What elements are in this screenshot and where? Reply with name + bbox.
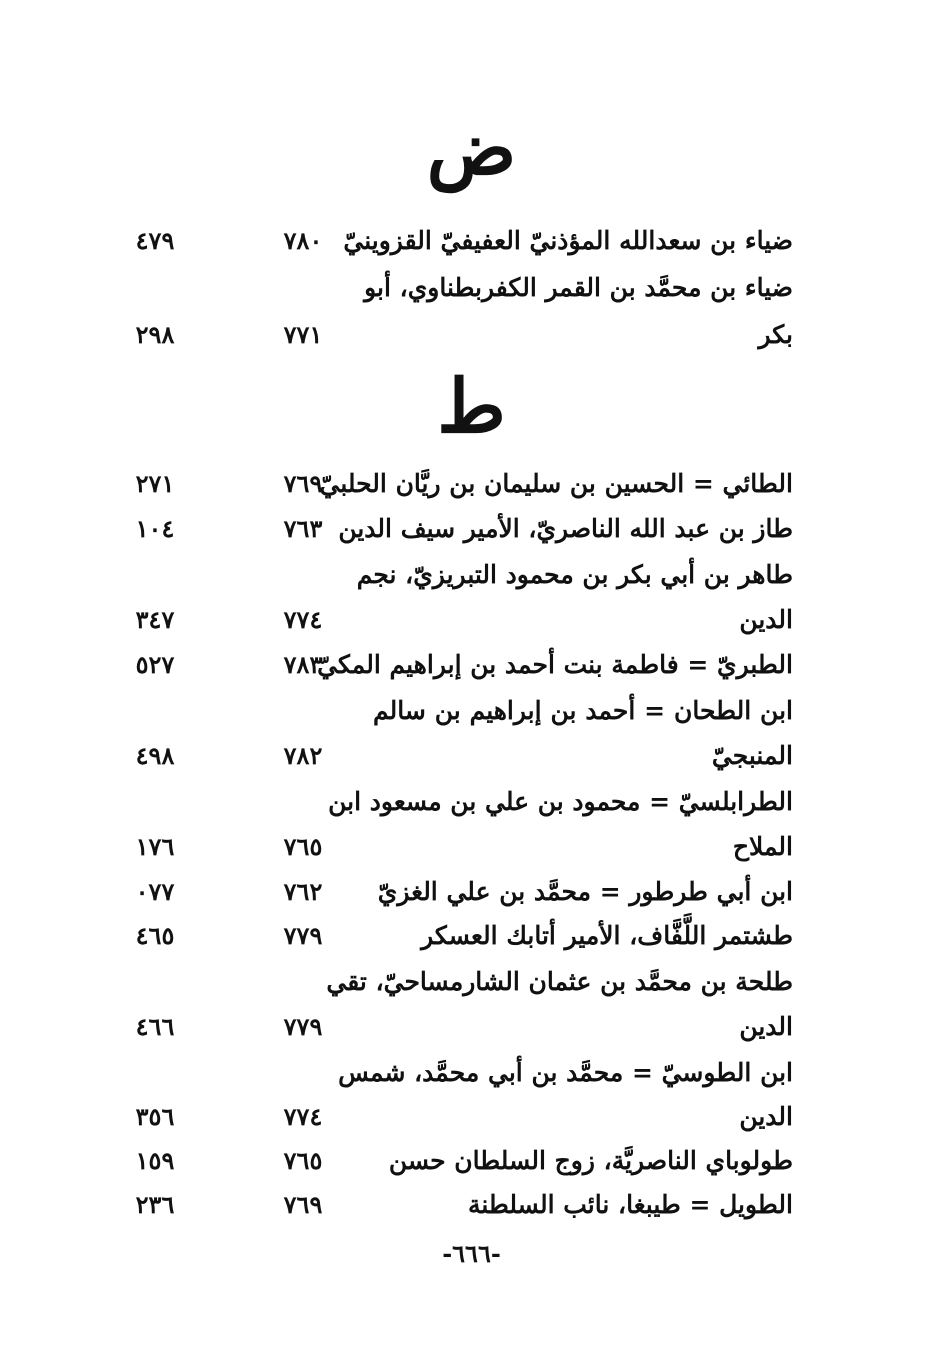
index-entry-name: المنبجيّ bbox=[711, 741, 793, 770]
index-entry-name: الطائي = الحسين بن سليمان بن ريَّان الحلبيّ bbox=[319, 469, 793, 498]
entry-number: ٤٧٩ bbox=[135, 226, 175, 255]
death-year: ٧٦٩ bbox=[283, 469, 323, 498]
entry-number: ٥٢٧ bbox=[135, 650, 175, 679]
entry-number: ٢٣٦ bbox=[135, 1190, 175, 1219]
index-line bbox=[0, 313, 943, 357]
death-year: ٧٧٤ bbox=[283, 1102, 323, 1131]
index-line bbox=[0, 1005, 943, 1049]
index-line bbox=[0, 643, 943, 687]
death-year: ٧٧٩ bbox=[283, 1012, 323, 1041]
index-line bbox=[0, 1139, 943, 1183]
index-entry-name: طولوباي الناصريَّة، زوج السلطان حسن bbox=[388, 1146, 793, 1175]
section-heading-ta: ط bbox=[437, 364, 506, 450]
death-year: ٧٦٢ bbox=[283, 877, 323, 906]
entry-number: ٤٩٨ bbox=[135, 741, 175, 770]
index-entry-name: طلحة بن محمَّد بن عثمان الشارمساحيّ، تقي bbox=[326, 967, 793, 996]
death-year: ٧٨٢ bbox=[283, 741, 323, 770]
index-line bbox=[0, 553, 943, 597]
death-year: ٧٧٩ bbox=[283, 921, 323, 950]
index-entry-name: الدين bbox=[739, 605, 793, 634]
index-line bbox=[0, 689, 943, 733]
index-entry-name: ابن الطوسيّ = محمَّد بن أبي محمَّد، شمس bbox=[338, 1058, 793, 1087]
death-year: ٧٨٣ bbox=[283, 650, 323, 679]
index-line bbox=[0, 1095, 943, 1139]
death-year: ٧٦٣ bbox=[283, 514, 323, 543]
index-entry-name: ضياء بن محمَّد بن القمر الكفربطناوي، أبو bbox=[364, 273, 793, 302]
index-entry-name: ابن أبي طرطور = محمَّد بن علي الغزيّ bbox=[377, 877, 793, 906]
index-line bbox=[0, 870, 943, 914]
index-entry-name: الطرابلسيّ = محمود بن علي بن مسعود ابن bbox=[328, 787, 793, 816]
index-entry-name: طاز بن عبد الله الناصريّ، الأمير سيف الدين bbox=[338, 514, 793, 543]
index-line bbox=[0, 1183, 943, 1227]
entry-number: ١٠٤ bbox=[135, 514, 175, 543]
entry-number: ٠٧٧ bbox=[135, 877, 175, 906]
index-line bbox=[0, 219, 943, 263]
index-line bbox=[0, 266, 943, 310]
index-line bbox=[0, 825, 943, 869]
index-line bbox=[0, 1051, 943, 1095]
index-line bbox=[0, 734, 943, 778]
section-heading-dad: ض bbox=[426, 106, 517, 192]
death-year: ٧٧١ bbox=[283, 320, 323, 349]
death-year: ٧٧٤ bbox=[283, 605, 323, 634]
index-entry-name: طشتمر اللَّفَّاف، الأمير أتابك العسكر bbox=[421, 921, 793, 950]
index-entry-name: الدين bbox=[739, 1102, 793, 1131]
index-line bbox=[0, 780, 943, 824]
entry-number: ١٥٩ bbox=[135, 1146, 175, 1175]
index-line bbox=[0, 914, 943, 958]
index-entry-name: بكر bbox=[758, 320, 793, 349]
index-line bbox=[0, 960, 943, 1004]
page-number: -٦٦٦- bbox=[442, 1239, 501, 1268]
death-year: ٧٦٥ bbox=[283, 1146, 323, 1175]
index-entry-name: الدين bbox=[739, 1012, 793, 1041]
death-year: ٧٦٥ bbox=[283, 832, 323, 861]
index-entry-name: الملاح bbox=[732, 832, 793, 861]
entry-number: ٢٧١ bbox=[135, 469, 175, 498]
index-entry-name: ضياء بن سعدالله المؤذنيّ العفيفيّ القزوينيّ bbox=[343, 226, 793, 255]
entry-number: ٢٩٨ bbox=[135, 320, 175, 349]
death-year: ٧٨٠ bbox=[283, 226, 323, 255]
index-line bbox=[0, 507, 943, 551]
index-entry-name: الطبريّ = فاطمة بنت أحمد بن إبراهيم المكيّ bbox=[317, 650, 793, 679]
index-line bbox=[0, 598, 943, 642]
entry-number: ٣٥٦ bbox=[135, 1102, 175, 1131]
index-entry-name: طاهر بن أبي بكر بن محمود التبريزيّ، نجم bbox=[356, 560, 793, 589]
entry-number: ٤٦٦ bbox=[135, 1012, 175, 1041]
entry-number: ٣٤٧ bbox=[135, 605, 175, 634]
entry-number: ٤٦٥ bbox=[135, 921, 175, 950]
index-entry-name: الطويل = طيبغا، نائب السلطنة bbox=[467, 1190, 793, 1219]
death-year: ٧٦٩ bbox=[283, 1190, 323, 1219]
index-entry-name: ابن الطحان = أحمد بن إبراهيم بن سالم bbox=[373, 696, 793, 725]
entry-number: ١٧٦ bbox=[135, 832, 175, 861]
index-line bbox=[0, 462, 943, 506]
